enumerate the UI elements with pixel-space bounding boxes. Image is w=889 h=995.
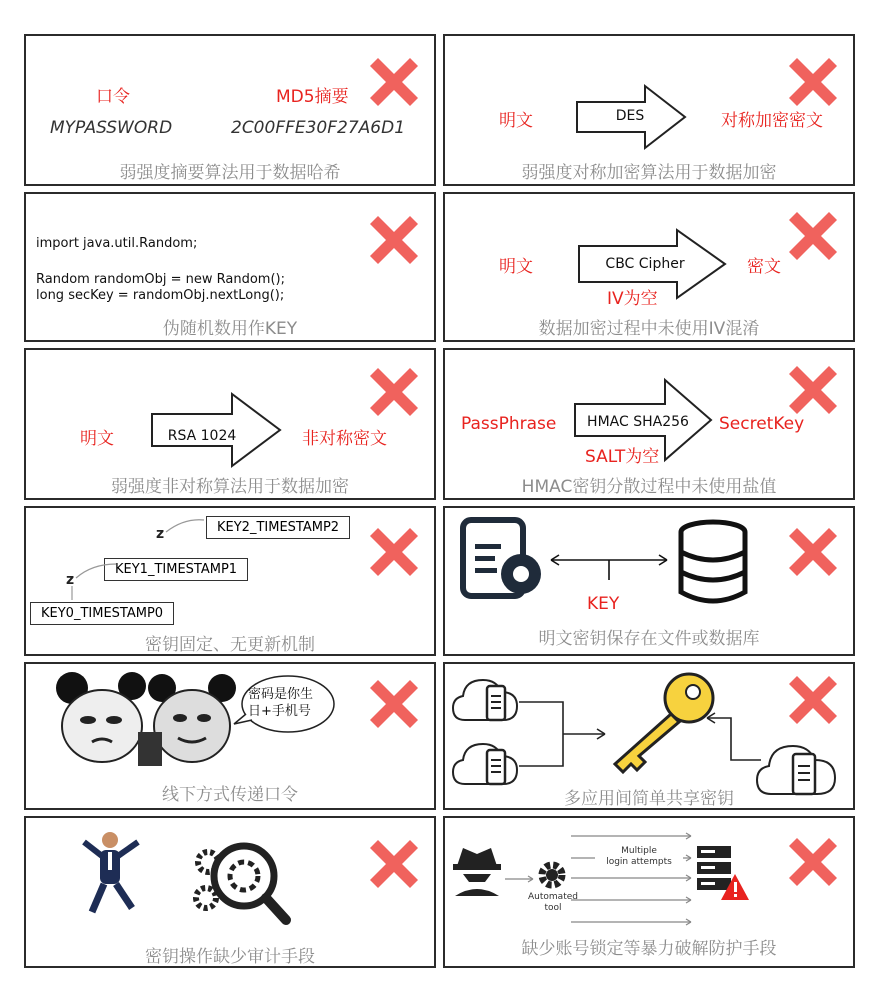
x-mark-icon: [781, 358, 845, 422]
code-line: Random randomObj = new Random();: [36, 272, 285, 287]
label-plaintext: 明文: [80, 429, 114, 449]
panel-plain-key-storage: [443, 506, 855, 656]
code-line: import java.util.Random;: [36, 236, 198, 251]
label-passphrase: PassPhrase: [461, 414, 557, 434]
key-box: KEY0_TIMESTAMP0: [30, 602, 174, 625]
x-mark-icon: [781, 668, 845, 732]
caption: 弱强度摘要算法用于数据哈希: [119, 163, 341, 183]
arrow-small: [505, 874, 535, 884]
label-note: SALT为空: [585, 447, 660, 467]
svg-text:z: z: [156, 526, 165, 542]
label-secretkey: SecretKey: [719, 414, 805, 434]
label-plaintext: 明文: [499, 257, 533, 277]
caption: HMAC密钥分散过程中未使用盐值: [521, 477, 777, 497]
panel-des: [443, 34, 855, 186]
x-mark-icon: [781, 204, 845, 268]
sleep-z-icon: [62, 556, 118, 602]
x-mark-icon: [781, 50, 845, 114]
panel-offline-delivery: [24, 662, 436, 810]
key-box: KEY1_TIMESTAMP1: [104, 558, 248, 581]
caption: 伪随机数用作KEY: [162, 319, 298, 339]
server-alert-icon: [695, 844, 751, 904]
panel-prng: [24, 192, 436, 342]
connector-line: [703, 714, 763, 764]
connector-line: [519, 694, 609, 774]
x-mark-icon: [362, 672, 426, 736]
caption: 线下方式传递口令: [162, 785, 298, 805]
jumping-man-image: [76, 828, 146, 928]
panel-md5: [24, 34, 436, 186]
arrow-label: CBC Cipher: [605, 256, 685, 272]
panda-meme-image: [52, 670, 232, 766]
connector-line: [549, 548, 669, 584]
x-mark-icon: [362, 520, 426, 584]
speech-text: 密码是你生 日+手机号: [248, 687, 314, 719]
value-password: MYPASSWORD: [50, 118, 173, 138]
panel-rsa: [24, 348, 436, 500]
gear-icon: [535, 858, 569, 892]
sleep-z-icon: [150, 514, 206, 546]
attempts-label: Multiple login attempts: [595, 846, 683, 868]
value-hash: 2C00FFE30F27A6D1: [231, 118, 406, 138]
tool-label: Automated tool: [528, 892, 578, 913]
panel-key-rotation: [24, 506, 436, 656]
label-note: IV为空: [607, 289, 658, 309]
gear-search-icon: [186, 832, 296, 928]
x-mark-icon: [362, 208, 426, 272]
x-mark-icon: [781, 830, 845, 894]
caption: 多应用间简单共享密钥: [564, 789, 734, 809]
caption: 弱强度对称加密算法用于数据加密: [521, 163, 777, 183]
panel-brute-force: [443, 816, 855, 968]
caption: 明文密钥保存在文件或数据库: [538, 629, 760, 649]
code-line: long secKey = randomObj.nextLong();: [36, 288, 285, 303]
caption: 弱强度非对称算法用于数据加密: [111, 477, 349, 497]
arrow-label: HMAC SHA256: [587, 414, 689, 430]
hacker-icon: [451, 846, 503, 896]
svg-text:z: z: [66, 572, 75, 588]
panel-hmac: [443, 348, 855, 500]
label-plaintext: 明文: [499, 111, 533, 131]
label-ciphertext: 非对称密文: [302, 429, 387, 449]
caption: 缺少账号锁定等暴力破解防护手段: [521, 939, 777, 959]
panel-cbc: [443, 192, 855, 342]
caption: 数据加密过程中未使用IV混淆: [538, 319, 760, 339]
panel-shared-key: [443, 662, 855, 810]
x-mark-icon: [362, 50, 426, 114]
login-attempts-arrows: [571, 828, 695, 928]
x-mark-icon: [362, 360, 426, 424]
label-md5: MD5摘要: [276, 87, 349, 107]
config-file-icon: [455, 516, 547, 604]
label-ciphertext: 密文: [747, 257, 781, 277]
panel-audit: [24, 816, 436, 968]
caption: 密钥操作缺少审计手段: [145, 947, 315, 967]
label-key: KEY: [587, 594, 620, 614]
arrow-label: RSA 1024: [167, 428, 237, 444]
x-mark-icon: [781, 520, 845, 584]
database-icon: [673, 518, 753, 608]
label-ciphertext: 对称加密密文: [721, 111, 823, 131]
x-mark-icon: [362, 832, 426, 896]
key-box: KEY2_TIMESTAMP2: [206, 516, 350, 539]
caption: 密钥固定、无更新机制: [145, 635, 315, 655]
label-password: 口令: [96, 87, 130, 107]
arrow-label: DES: [615, 108, 645, 124]
cloud-server-icon: [451, 672, 521, 728]
